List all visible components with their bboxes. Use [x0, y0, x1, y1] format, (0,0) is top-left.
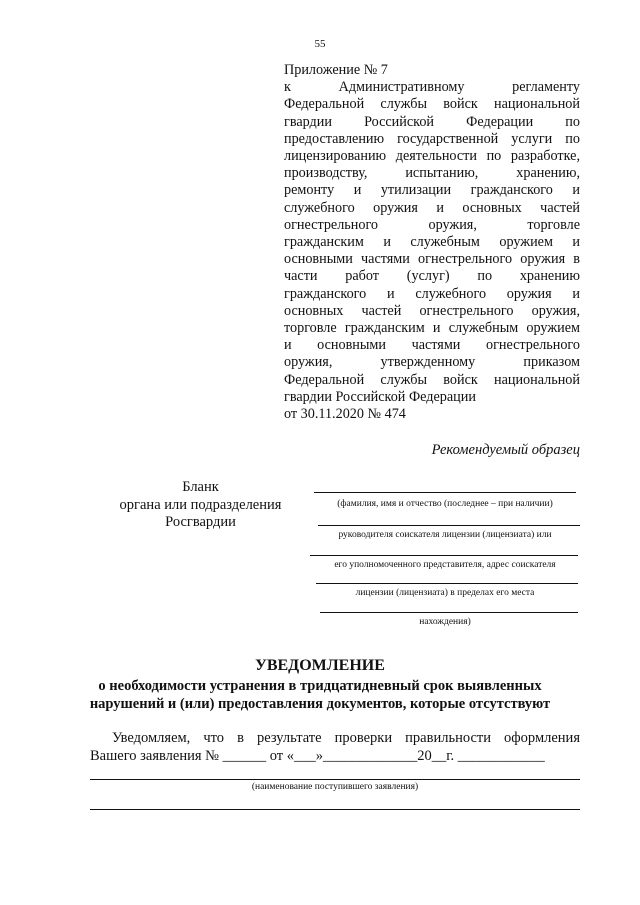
notice-body-line: Вашего заявления № ______ от «___»_____________20__г. ____________ [90, 748, 545, 764]
appendix-line: и основными частями огнестрельного [284, 337, 580, 354]
appendix-line: оружия, утвержденному приказом [284, 354, 580, 371]
addressee-fill-line[interactable] [314, 492, 576, 493]
application-name-caption: (наименование поступившего заявления) [251, 782, 419, 792]
appendix-line: части работ (услуг) по хранению [284, 268, 580, 285]
appendix-line: гражданского и служебного оружия и [284, 285, 580, 302]
blank-label [108, 479, 293, 532]
appendix-line: огнестрельного оружия, торговле [284, 216, 580, 233]
appendix-line: лицензированию деятельности по разработке, [284, 148, 580, 165]
appendix-title: Приложение № 7 [284, 62, 388, 78]
addressee-caption: (фамилия, имя и отчество (последнее – при наличии) [337, 499, 553, 509]
blank-label-line: органа или подразделения [119, 496, 282, 513]
addressee-caption: нахождения) [419, 617, 471, 627]
appendix-line: торговле гражданским и служебным оружием [284, 320, 580, 337]
appendix-block [284, 62, 580, 423]
application-name-fill-line[interactable] [90, 809, 580, 810]
appendix-line: ремонту и утилизации гражданского и [284, 182, 580, 199]
addressee-caption: его уполномоченного представителя, адрес соискателя [334, 560, 556, 570]
appendix-line: производству, испытанию, хранению, [284, 165, 580, 182]
blank-label-line: Бланк [182, 479, 219, 495]
appendix-line: гвардии Российской Федерации по [284, 113, 580, 130]
page-number: 55 [314, 38, 326, 50]
appendix-line: служебного оружия и основных частей [284, 199, 580, 216]
application-name-fill-line[interactable] [90, 779, 580, 780]
notice-title: УВЕДОМЛЕНИЕ [255, 657, 385, 674]
addressee-fill-line[interactable] [320, 612, 578, 613]
notice-body-line: Уведомляем, что в результате проверки правильности оформления [112, 730, 580, 746]
appendix-line: гвардии Российской Федерации [284, 388, 476, 405]
addressee-fill-line[interactable] [316, 583, 578, 584]
appendix-line: гражданским и служебным оружием и [284, 234, 580, 251]
appendix-line: к Административному регламенту [284, 79, 580, 96]
addressee-fill-line[interactable] [310, 555, 578, 556]
notice-subtitle [60, 677, 580, 713]
appendix-line: Федеральной службы войск национальной [284, 96, 580, 113]
appendix-line: предоставлению государственной услуги по [284, 130, 580, 147]
appendix-line: основных частей огнестрельного оружия, [284, 302, 580, 319]
blank-label-line: Росгвардии [165, 514, 236, 530]
notice-body [90, 729, 580, 765]
appendix-line: Федеральной службы войск национальной [284, 371, 580, 388]
appendix-body [284, 79, 580, 406]
addressee-fill-line[interactable] [318, 525, 580, 526]
appendix-date: от 30.11.2020 № 474 [284, 406, 406, 423]
recommended-sample-label: Рекомендуемый образец [431, 442, 580, 458]
addressee-caption: руководителя соискателя лицензии (лицензиата) или [338, 530, 552, 540]
notice-subtitle-line: о необходимости устранения в тридцатидневный срок выявленных [98, 678, 542, 694]
notice-subtitle-line: нарушений и (или) предоставления документов, которые отсутствуют [89, 696, 551, 712]
addressee-caption: лицензии (лицензиата) в пределах его места [355, 588, 535, 598]
appendix-line: основными частями огнестрельного оружия в [284, 251, 580, 268]
